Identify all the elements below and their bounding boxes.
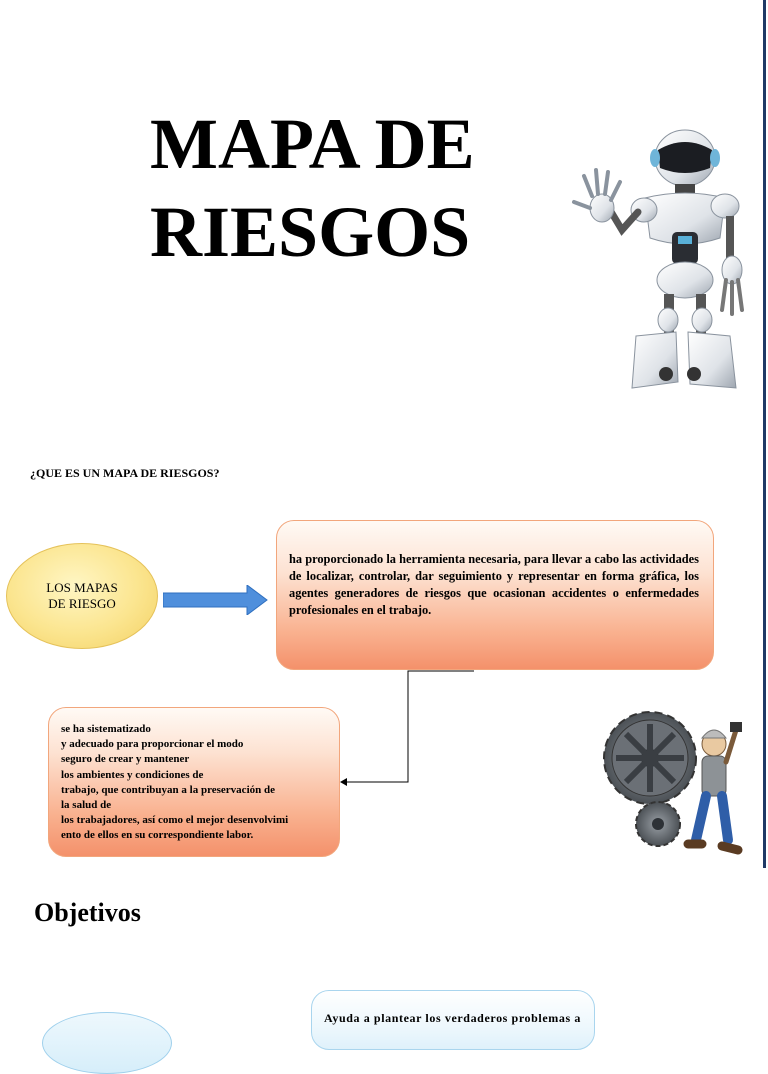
objective-ellipse — [42, 1012, 172, 1074]
page-title — [150, 100, 570, 276]
right-arrow-icon — [163, 585, 269, 615]
definition-box: ha proporcionado la herramienta necesaria, para llevar a cabo las actividades de localizar, controlar, dar seguimiento y representar en forma gráfica, los agentes generadores de riesgos que ocasionan accidentes o enfermedades profesionales en el trabajo. — [276, 520, 714, 670]
gears-worker-illustration — [598, 700, 748, 870]
title-line-2: RIESGOS — [150, 192, 471, 272]
section-heading-objetivos: Objetivos — [34, 898, 141, 927]
section-question: ¿QUE ES UN MAPA DE RIESGOS? — [30, 466, 220, 480]
description-box: se ha sistematizado y adecuado para proporcionar el modo seguro de crear y mantener los ambientes y condiciones de trabajo, que contribuyan a la preservación de la salud de los trabajadores, así como el mejor desenvolvimi ento de ellos en su correspondiente labor. — [48, 707, 340, 857]
objective-box: Ayuda a plantear los verdaderos problemas a — [311, 990, 595, 1050]
waving-robot-illustration — [560, 120, 750, 400]
page-edge-rule — [763, 0, 766, 868]
concept-ellipse — [6, 543, 158, 649]
title-line-1: MAPA DE — [150, 104, 475, 184]
concept-ellipse-label: LOS MAPAS DE RIESGO — [46, 580, 118, 611]
connector-arrow — [330, 668, 480, 788]
